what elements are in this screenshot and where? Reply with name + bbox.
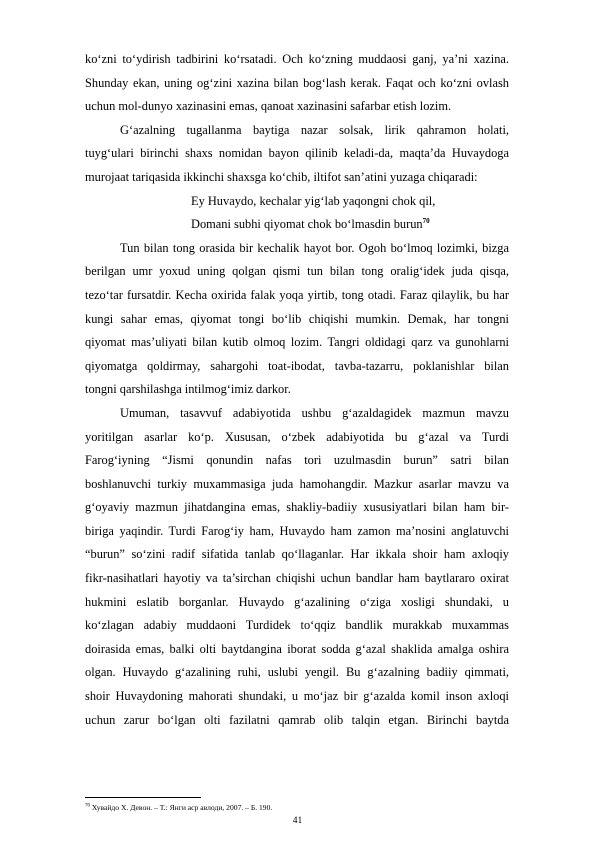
text-line-content: tongni qarshilashga intilmog‘imiz darkor. xyxy=(85,382,291,397)
text-line-content: olgan. Huvaydo g‘azalining ruhi, uslubi yengil. Bu g‘azalning badiiy qimmati, xyxy=(85,665,509,680)
text-line xyxy=(85,72,509,96)
text-line xyxy=(85,426,509,450)
text-line xyxy=(85,95,509,119)
text-line-content: uchun zarur bo‘lgan olti fazilatni qamrab olib talqin etgan. Birinchi baytda xyxy=(85,712,509,727)
text-line xyxy=(85,331,509,355)
text-line-content: boshlanuvchi turkiy muxammasiga juda hamohangdir. Mazkur asarlar mavzu va xyxy=(85,476,509,491)
text-line xyxy=(85,284,509,308)
text-line xyxy=(85,614,509,638)
text-line-content: doirasida emas, balki olti baytdangina iborat sodda g‘azal shaklida amalga oshira xyxy=(85,641,509,656)
text-line-content: biriga yaqindir. Turdi Farog‘iy ham, Huvaydo ham zamon ma’nosini anglatuvchi xyxy=(85,523,509,538)
text-line-content: G‘azalning tugallanma baytiga nazar solsak, lirik qahramon holati, xyxy=(120,122,509,137)
text-line xyxy=(85,190,509,214)
text-line-content: yoritilgan asarlar ko‘p. Xususan, o‘zbek adabiyotida bu g‘azal va Turdi xyxy=(85,429,509,444)
text-line xyxy=(85,260,509,284)
text-line-content: kungi sahar emas, qiyomat tongi bo‘lib chiqishi mumkin. Demak, har tongni xyxy=(85,311,509,326)
text-line-content: Tun bilan tong orasida bir kechalik hayot bor. Ogoh bo‘lmoq lozimki, bizga xyxy=(120,240,509,255)
footnote-reference: 70 xyxy=(422,217,430,226)
text-line-content: Ey Huvaydo, kechalar yig‘lab yaqongni chok qil, xyxy=(191,193,436,208)
text-line-content: fikr-nasihatlari hayotiy va ta’sirchan chiqishi uchun bandlar ham baytlararo oxirat xyxy=(85,571,509,586)
text-line xyxy=(85,567,509,591)
text-line xyxy=(85,142,509,166)
text-line xyxy=(85,237,509,261)
text-line-content: Domani subhi qiyomat chok bo‘lmasdin burun xyxy=(191,217,423,232)
text-line xyxy=(85,402,509,426)
text-line-content: “burun” so‘zini radif sifatida tanlab qo‘llaganlar. Har ikkala shoir ham axloqiy xyxy=(85,547,509,562)
footnote-separator xyxy=(85,797,201,798)
text-line-content: hukmini eslatib borganlar. Huvaydo g‘azalining o‘ziga xosligi shundaki, u xyxy=(85,594,509,609)
footnote xyxy=(85,803,272,813)
text-line-content: Farog‘iyning “Jismi qonundin nafas tori uzulmasdin burun” satri bilan xyxy=(85,453,509,468)
footnote-text: Хувайдо Х. Девон. – Т.: Янги аср авлоди, 2007. – Б. 190. xyxy=(90,803,273,812)
text-line-content: Umuman, tasavvuf adabiyotida ushbu g‘azaldagidek mazmun mavzu xyxy=(120,405,509,420)
text-line xyxy=(85,591,509,615)
text-line-content: ko‘zni to‘ydirish tadbirini ko‘rsatadi. Och ko‘zning muddaosi ganj, ya’ni xazina. xyxy=(85,52,509,66)
text-line xyxy=(85,638,509,662)
body-text xyxy=(85,48,509,732)
text-line-content: ko‘zlagan adabiy muddaoni Turdidek to‘qqiz bandlik murakkab muxammas xyxy=(85,618,509,633)
text-line xyxy=(85,473,509,497)
text-line-content: qiyomatga qoldirmay, sahargohi toat-ibodat, tavba-tazarru, poklanishlar bilan xyxy=(85,358,509,373)
text-line-content: qiyomat mas’uliyati bilan kutib olmoq lozim. Tangri oldidagi qarz va gunohlarni xyxy=(85,335,509,350)
page-number: 41 xyxy=(292,816,303,826)
text-line xyxy=(85,213,509,237)
text-line-content: tezo‘tar fursatdir. Kecha oxirida falak yoqa yirtib, tong otadi. Faraz qilaylik, bu har xyxy=(85,287,509,302)
text-line-content: uchun mol-dunyo xazinasini emas, qanoat xazinasini safarbar etish lozim. xyxy=(85,99,452,114)
text-line-content: g‘oyaviy mazmun jihatdangina emas, shakliy-badiiy xususiyatlari bilan ham bir- xyxy=(85,500,509,515)
footnote-marker: 70 xyxy=(85,803,90,809)
text-line xyxy=(85,166,509,190)
text-line xyxy=(85,685,509,709)
text-line xyxy=(85,709,509,733)
text-line-content: murojaat tariqasida ikkinchi shaxsga ko‘chib, iltifot san’atini yuzaga chiqaradi: xyxy=(85,169,478,184)
text-line xyxy=(85,308,509,332)
text-line-content: Shunday ekan, uning og‘zini xazina bilan bog‘lash kerak. Faqat och ko‘zni ovlash xyxy=(85,75,509,90)
text-line xyxy=(85,520,509,544)
text-line xyxy=(85,543,509,567)
text-line xyxy=(85,119,509,143)
text-line xyxy=(85,48,509,72)
text-line-content: shoir Huvaydoning mahorati shundaki, u mo‘jaz bir g‘azalda komil inson axloqi xyxy=(85,689,509,704)
text-line-content: berilgan umr yoxud uning qolgan qismi tun bilan tong oralig‘idek juda qisqa, xyxy=(85,264,509,279)
text-line xyxy=(85,378,509,402)
text-line xyxy=(85,496,509,520)
text-line xyxy=(85,449,509,473)
text-line xyxy=(85,661,509,685)
text-line-content: tuyg‘ulari birinchi shaxs nomidan bayon qilinib keladi-da, maqta’da Huvaydoga xyxy=(85,146,509,161)
text-line xyxy=(85,355,509,379)
